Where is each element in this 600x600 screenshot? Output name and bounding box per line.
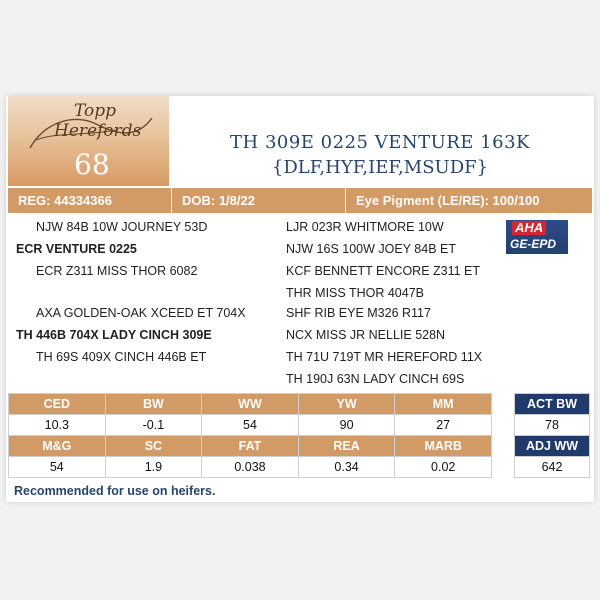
adj-ww-value: 642 bbox=[515, 457, 590, 478]
pedigree-ds-dam: NCX MISS JR NELLIE 528N bbox=[286, 328, 446, 342]
pedigree-dam-sire: AXA GOLDEN-OAK XCEED ET 704X bbox=[36, 306, 246, 320]
epd-value: 27 bbox=[395, 415, 492, 436]
adj-ww-label: ADJ WW bbox=[515, 436, 590, 457]
recommendation-note: Recommended for use on heifers. bbox=[14, 484, 216, 498]
epd-value-row-1 bbox=[9, 415, 492, 436]
pedigree-sire-sire: NJW 84B 10W JOURNEY 53D bbox=[36, 220, 208, 234]
genetic-status: {DLF,HYF,IEF,MSUDF} bbox=[271, 157, 489, 178]
epd-value: -0.1 bbox=[105, 415, 202, 436]
pedigree-sire: ECR VENTURE 0225 bbox=[16, 242, 137, 256]
pedigree-sire-dam: ECR Z311 MISS THOR 6082 bbox=[36, 264, 198, 278]
epd-value: 0.02 bbox=[395, 457, 492, 478]
epd-value: 54 bbox=[202, 415, 299, 436]
actuals-table bbox=[514, 393, 590, 478]
epd-header: YW bbox=[298, 394, 395, 415]
registration-number: REG: 44334366 bbox=[8, 188, 172, 213]
epd-value: 1.9 bbox=[105, 457, 202, 478]
act-bw-label: ACT BW bbox=[515, 394, 590, 415]
pedigree-sd-dam: THR MISS THOR 4047B bbox=[286, 286, 425, 300]
epd-header: MM bbox=[395, 394, 492, 415]
logo bbox=[44, 102, 154, 148]
logo-line2: Herefords bbox=[54, 121, 142, 141]
act-bw-value: 78 bbox=[515, 415, 590, 436]
pedigree-ds-sire: SHF RIB EYE M326 R117 bbox=[286, 306, 431, 320]
aha-ge-epd-logo bbox=[506, 220, 568, 254]
date-of-birth: DOB: 1/8/22 bbox=[172, 188, 346, 213]
ge-epd-logo-text: GE-EPD bbox=[510, 237, 557, 251]
epd-header-row-1 bbox=[9, 394, 492, 415]
lot-header-box bbox=[8, 96, 169, 186]
pedigree-dam: TH 446B 704X LADY CINCH 309E bbox=[16, 328, 212, 342]
epd-header: SC bbox=[105, 436, 202, 457]
epd-header: REA bbox=[298, 436, 395, 457]
epd-header: MARB bbox=[395, 436, 492, 457]
pedigree-dd-dam: TH 190J 63N LADY CINCH 69S bbox=[286, 372, 465, 386]
epd-header: M&G bbox=[9, 436, 106, 457]
animal-name: TH 309E 0225 VENTURE 163K bbox=[230, 132, 530, 153]
registration-bar bbox=[8, 188, 592, 213]
epd-value: 90 bbox=[298, 415, 395, 436]
pedigree-dd-sire: TH 71U 719T MR HEREFORD 11X bbox=[286, 350, 483, 364]
epd-header: BW bbox=[105, 394, 202, 415]
epd-value: 0.038 bbox=[202, 457, 299, 478]
epd-header: FAT bbox=[202, 436, 299, 457]
epd-value: 0.34 bbox=[298, 457, 395, 478]
lot-number: 68 bbox=[74, 148, 110, 181]
epd-header-row-2 bbox=[9, 436, 492, 457]
pedigree-ss-dam: NJW 16S 100W JOEY 84B ET bbox=[286, 242, 456, 256]
pedigree-dam-dam: TH 69S 409X CINCH 446B ET bbox=[36, 350, 207, 364]
pedigree-sd-sire: KCF BENNETT ENCORE Z311 ET bbox=[286, 264, 481, 278]
epd-header: WW bbox=[202, 394, 299, 415]
eye-pigment: Eye Pigment (LE/RE): 100/100 bbox=[356, 193, 540, 208]
epd-value: 54 bbox=[9, 457, 106, 478]
epd-header: CED bbox=[9, 394, 106, 415]
logo-line1: Topp bbox=[74, 101, 117, 121]
pedigree-ss-sire: LJR 023R WHITMORE 10W bbox=[286, 220, 444, 234]
epd-value-row-2 bbox=[9, 457, 492, 478]
aha-logo-text: AHA bbox=[512, 221, 546, 235]
epd-table bbox=[8, 393, 492, 478]
epd-value: 10.3 bbox=[9, 415, 106, 436]
